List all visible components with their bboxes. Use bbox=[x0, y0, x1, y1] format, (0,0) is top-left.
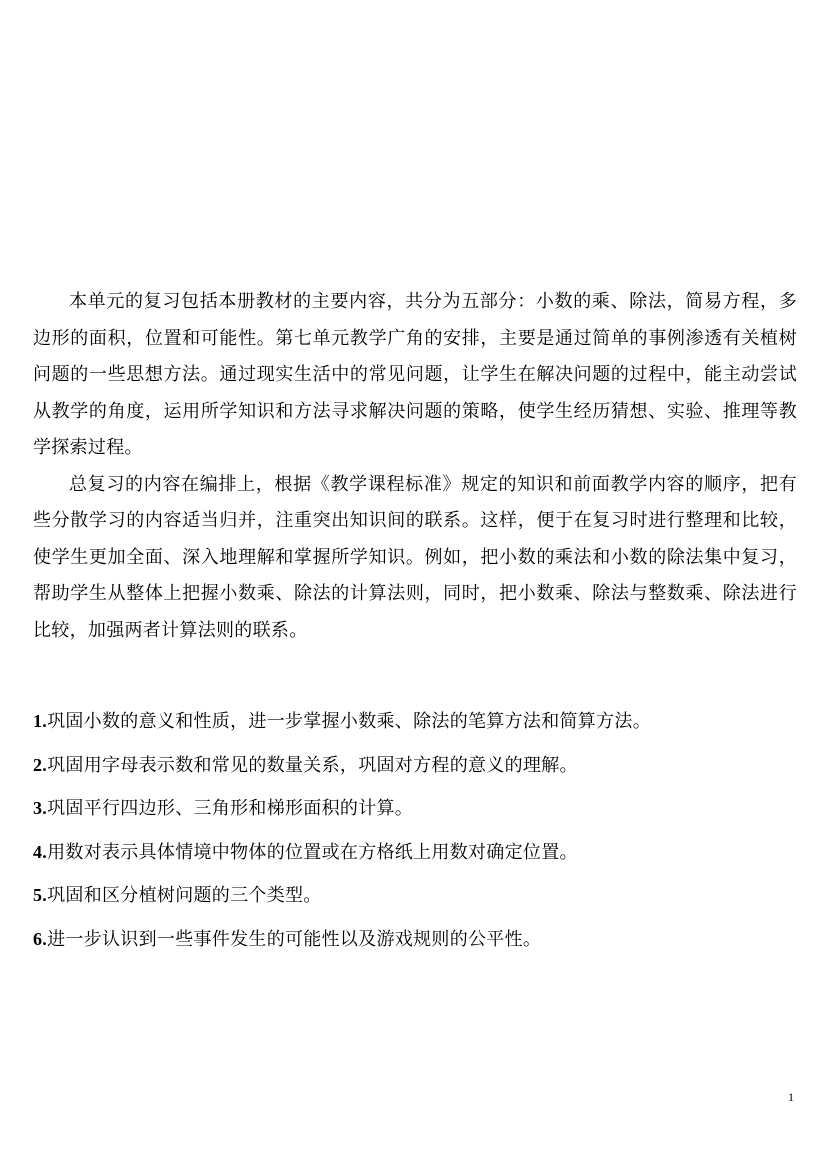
review-goals-list bbox=[33, 700, 797, 961]
page-number: 1 bbox=[788, 1090, 794, 1104]
goal-number: 3. bbox=[33, 798, 48, 818]
goal-item-2 bbox=[33, 744, 797, 788]
goal-item-1 bbox=[33, 700, 797, 744]
goal-item-5 bbox=[33, 874, 797, 918]
goal-item-6 bbox=[33, 918, 797, 962]
goal-number: 2. bbox=[33, 754, 48, 775]
goal-text: 巩固用字母表示数和常见的数量关系，巩固对方程的意义的理解。 bbox=[47, 754, 578, 776]
goal-text: 进一步认识到一些事件发生的可能性以及游戏规则的公平性。 bbox=[47, 928, 542, 950]
goal-item-4 bbox=[33, 831, 797, 875]
document-body bbox=[33, 284, 797, 961]
goal-number: 1. bbox=[33, 711, 48, 731]
goal-number: 6. bbox=[33, 928, 48, 949]
goal-number: 5. bbox=[33, 885, 48, 905]
goal-text: 用数对表示具体情境中物体的位置或在方格纸上用数对确定位置。 bbox=[47, 841, 578, 863]
goal-text: 巩固平行四边形、三角形和梯形面积的计算。 bbox=[47, 798, 414, 819]
goal-text: 巩固和区分植树问题的三个类型。 bbox=[47, 885, 322, 906]
intro-paragraph-2: 总复习的内容在编排上，根据《教学课程标准》规定的知识和前面教学内容的顺序，把有些分散学习的内容适当归并，注重突出知识间的联系。这样，便于在复习时进行整理和比较，使学生更加全面、深入地理解和掌握所学知识。例如，把小数的乘法和小数的除法集中复习，帮助学生从整体上把握小数乘、除法的计算法则，同时，把小数乘、除法与整数乘、除法进行比较，加强两者计算法则的联系。 bbox=[33, 473, 797, 641]
goal-item-3 bbox=[33, 787, 797, 831]
goal-text: 巩固小数的意义和性质，进一步掌握小数乘、除法的笔算方法和简算方法。 bbox=[47, 711, 652, 732]
intro-paragraph-1: 本单元的复习包括本册教材的主要内容，共分为五部分：小数的乘、除法，简易方程，多边形的面积，位置和可能性。第七单元教学广角的安排，主要是通过简单的事例渗透有关植树问题的一些思想方法。通过现实生活中的常见问题，让学生在解决问题的过程中，能主动尝试从教学的角度，运用所学知识和方法寻求解决问题的策略，使学生经历猜想、实验、推理等教学探索过程。 bbox=[33, 291, 797, 458]
goal-number: 4. bbox=[33, 841, 48, 862]
